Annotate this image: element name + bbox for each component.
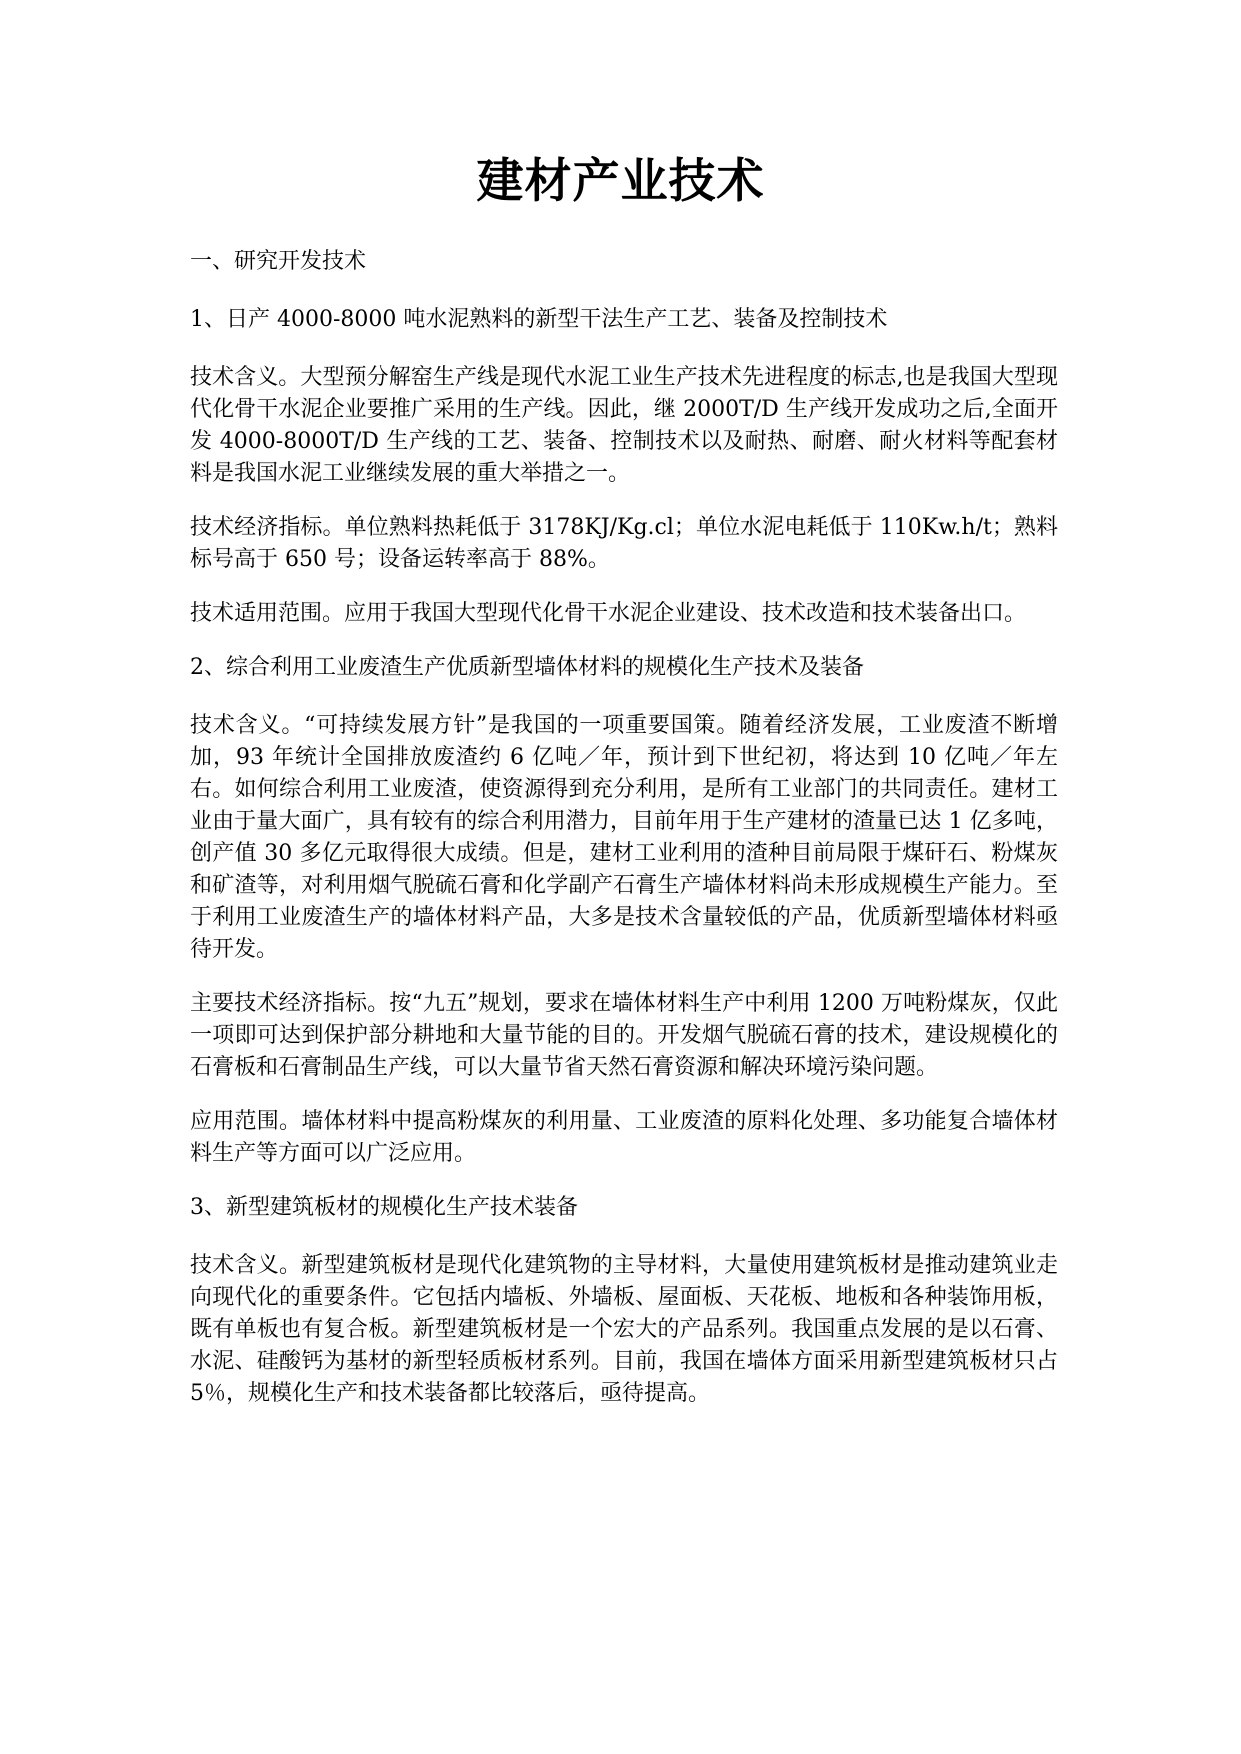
document-title: 建材产业技术 [476,154,765,209]
item-3-paragraph-1: 技术含义。新型建筑板材是现代化建筑物的主导材料，大量使用建筑板材是推动建筑业走向现代化的重要条件。它包括内墙板、外墙板、屋面板、天花板、地板和各种装饰用板，既有单板也有复合板。新型建筑板材是一个宏大的产品系列。我国重点发展的是以石膏、水泥、硅酸钙为基材的新型轻质板材系列。目前，我国在墙体方面采用新型建筑板材只占 5％，规模化生产和技术装备都比较落后，亟待提高。 [190,1253,1058,1406]
item-3-heading: 3、新型建筑板材的规模化生产技术装备 [190,1195,578,1220]
document-body [190,246,1058,1432]
section-heading: 一、研究开发技术 [190,249,367,274]
item-1-heading: 1、日产 4000-8000 吨水泥熟料的新型干法生产工艺、装备及控制技术 [190,307,888,332]
item-1-paragraph-1: 技术含义。大型预分解窑生产线是现代水泥工业生产技术先进程度的标志,也是我国大型现代化骨干水泥企业要推广采用的生产线。因此，继 2000T/D 生产线开发成功之后,全面开发 4000-8000T/D 生产线的工艺、装备、控制技术以及耐热、耐磨、耐火材料等配套材料是我国水泥工业继续发展的重大举措之一。 [190,365,1058,486]
item-2-paragraph-3: 应用范围。墙体材料中提高粉煤灰的利用量、工业废渣的原料化处理、多功能复合墙体材料生产等方面可以广泛应用。 [190,1109,1058,1166]
item-2-paragraph-1: 技术含义。“可持续发展方针”是我国的一项重要国策。随着经济发展，工业废渣不断增加，93 年统计全国排放废渣约 6 亿吨／年，预计到下世纪初，将达到 10 亿吨／年左右。如何综合利用工业废渣，使资源得到充分利用，是所有工业部门的共同责任。建材工业由于量大面广，具有较有的综合利用潜力，目前年用于生产建材的渣量已达 1 亿多吨，创产值 30 多亿元取得很大成绩。但是，建材工业利用的渣种目前局限于煤矸石、粉煤灰和矿渣等，对利用烟气脱硫石膏和化学副产石膏生产墙体材料尚未形成规模生产能力。至于利用工业废渣生产的墙体材料产品，大多是技术含量较低的产品，优质新型墙体材料亟待开发。 [190,713,1058,962]
item-1-paragraph-3: 技术适用范围。应用于我国大型现代化骨干水泥企业建设、技术改造和技术装备出口。 [190,601,1027,626]
item-1-paragraph-2: 技术经济指标。单位熟料热耗低于 3178KJ/Kg.cl；单位水泥电耗低于 110Kw.h/t；熟料标号高于 650 号；设备运转率高于 88%。 [190,515,1058,572]
item-2-heading: 2、综合利用工业废渣生产优质新型墙体材料的规模化生产技术及装备 [190,655,864,680]
item-2-paragraph-2: 主要技术经济指标。按“九五”规划，要求在墙体材料生产中利用 1200 万吨粉煤灰，仅此一项即可达到保护部分耕地和大量节能的目的。开发烟气脱硫石膏的技术，建设规模化的石膏板和石膏制品生产线，可以大量节省天然石膏资源和解决环境污染问题。 [190,991,1058,1080]
